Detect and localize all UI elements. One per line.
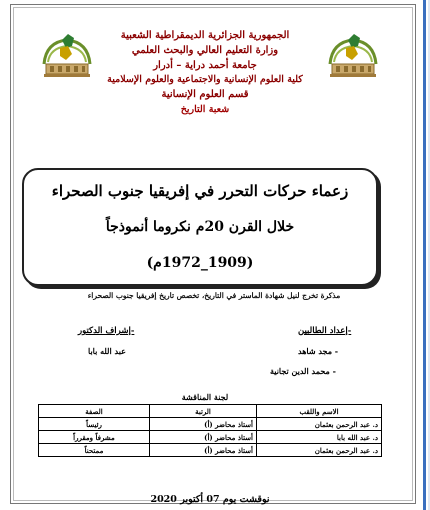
header-ministry: وزارة التعليم العالي والبحث العلمي: [131, 45, 279, 56]
page-edge-line: [423, 0, 426, 510]
header-university: جامعة أحمد دراية – أدرار: [153, 60, 257, 71]
thesis-title-line2: خلال القرن 20م نكروما أنموذجاً: [105, 219, 295, 235]
university-logo-right: [324, 26, 382, 84]
supervisor-label: -إشراف الدكتور: [78, 326, 135, 336]
thesis-subtitle: مذكرة تخرج لنيل شهادة الماستر في التاريخ، تخصص تاريخ إفريقيا جنوب الصحراء: [87, 291, 341, 300]
header-republic: الجمهورية الجزائرية الديمقراطية الشعبية: [120, 30, 290, 41]
table-row: [39, 431, 382, 444]
column-header-rank: الرتبة: [150, 405, 257, 418]
thesis-title-years: (1909_1972م): [146, 255, 254, 271]
member-name: د. عبد الرحمن بعثمان: [257, 444, 382, 457]
column-header-name: الاسم واللقب: [257, 405, 382, 418]
university-logo-left: [38, 26, 96, 84]
committee-label: لجنة المناقشة: [181, 392, 229, 402]
committee-table: [38, 404, 382, 457]
member-rank: أستاذ محاضر (أ): [150, 444, 257, 457]
header-department: قسم العلوم الإنسانية: [161, 89, 249, 100]
table-row: [39, 444, 382, 457]
member-role: ممتحناً: [39, 444, 150, 457]
thesis-title-line1: زعماء حركات التحرر في إفريقيا جنوب الصحراء: [51, 182, 349, 200]
supervisor-name: عبد الله بابا: [88, 346, 126, 356]
member-name: د. عبد الرحمن بعثمان: [257, 418, 382, 431]
member-name: د. عبد الله بابا: [257, 431, 382, 444]
table-row: [39, 418, 382, 431]
student-name: - مجد شاهد: [298, 346, 339, 356]
header-faculty: كلية العلوم الإنسانية والاجتماعية والعلوم الإسلامية: [107, 74, 303, 85]
column-header-role: الصفة: [39, 405, 150, 418]
students-label: -إعداد الطالبين: [298, 326, 352, 336]
header-branch: شعبة التاريخ: [180, 104, 230, 115]
member-role: رئيساً: [39, 418, 150, 431]
student-name: - محمد الدين تجانية: [270, 366, 336, 376]
thesis-title-box: [22, 168, 378, 286]
member-role: مشرفاً ومقرراً: [39, 431, 150, 444]
table-header-row: [39, 405, 382, 418]
member-rank: أستاذ محاضر (أ): [150, 418, 257, 431]
member-rank: أستاذ محاضر (أ): [150, 431, 257, 444]
defense-date: نوقشت يوم 07 أكتوبر 2020: [150, 494, 270, 505]
